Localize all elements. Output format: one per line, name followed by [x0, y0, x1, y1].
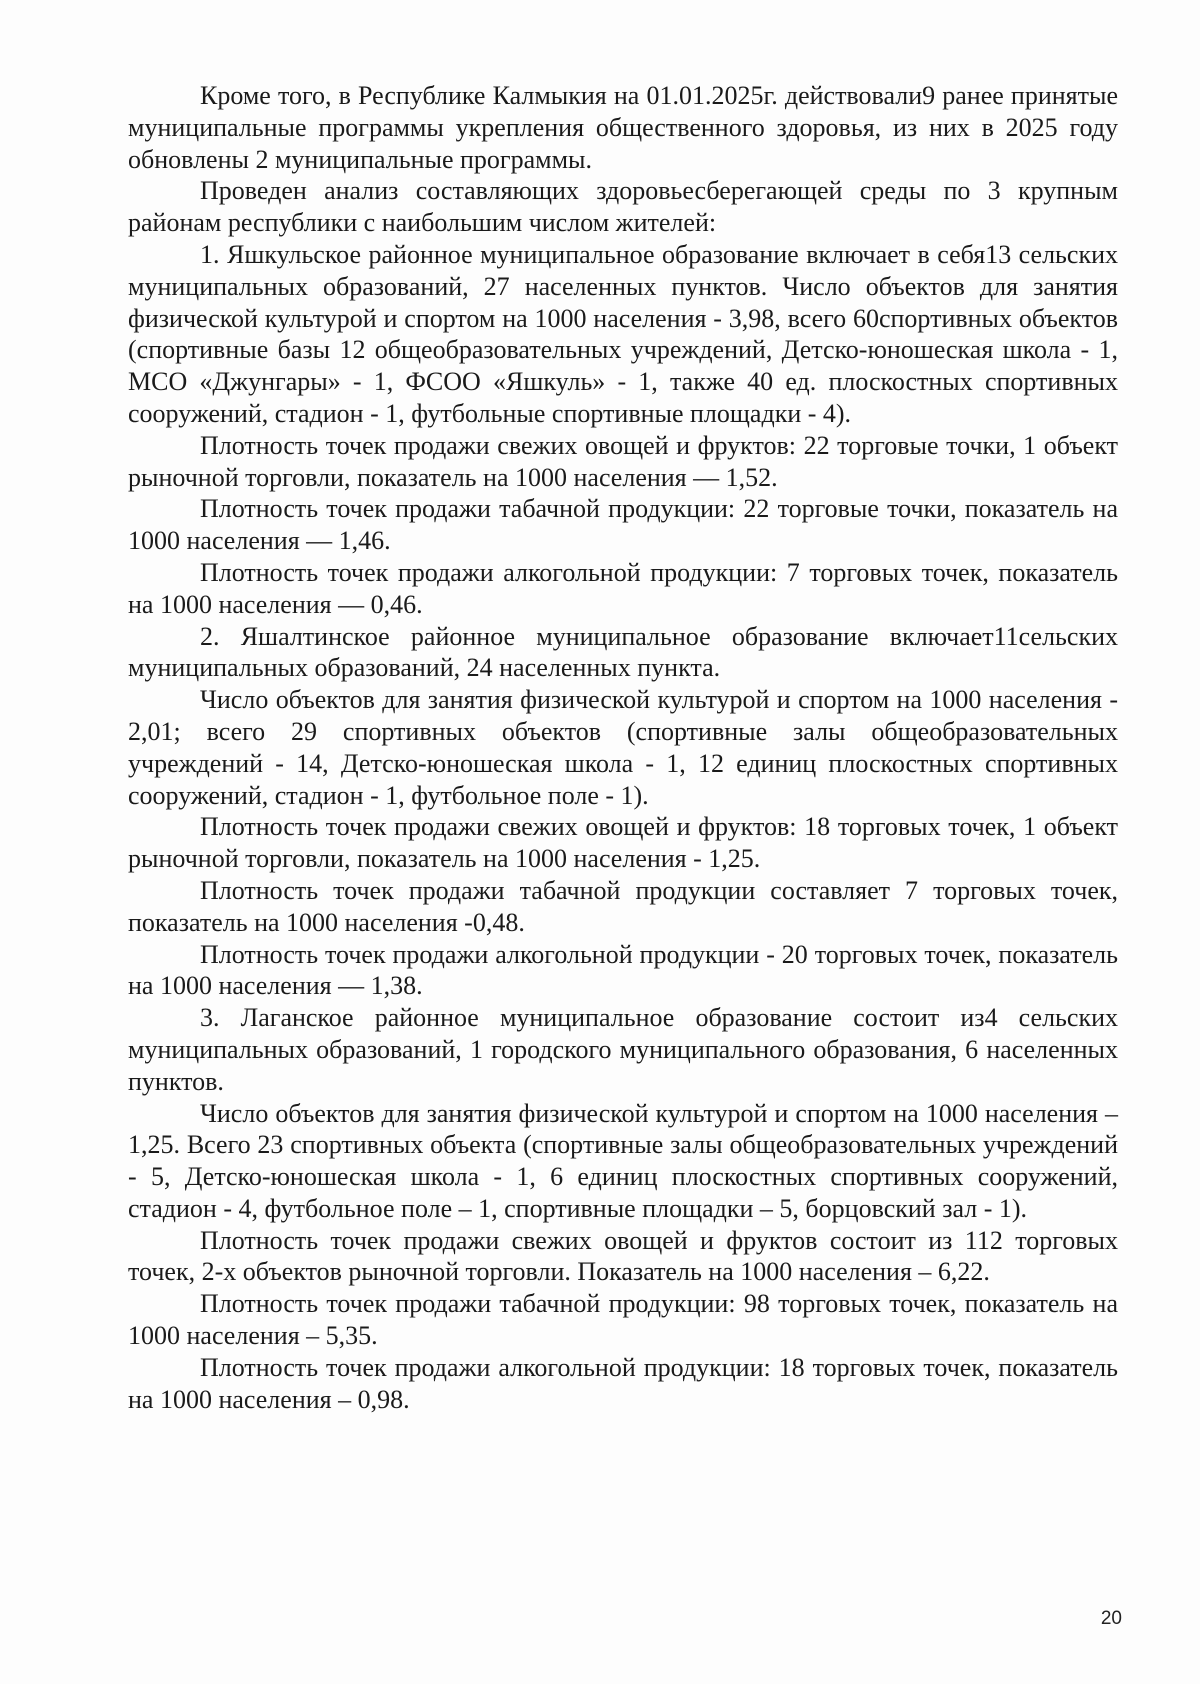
paragraph-yashkul-vegetables: Плотность точек продажи свежих овощей и фруктов: 22 торговые точки, 1 объект рыночной торговли, показатель на 1000 населения — 1,52. — [128, 430, 1118, 492]
paragraph-lagan-sports: Число объектов для занятия физической культурой и спортом на 1000 населения – 1,25. Всего 23 спортивных объекта (спортивные залы общеобразовательных учреждений - 5, Детско-юношеская школа - 1, 6 единиц плоскостных спортивных сооружений, стадион - 4, футбольное поле – 1, спортивные площадки – 5, борцовский зал - 1). — [128, 1098, 1118, 1223]
paragraph-lagan-district: 3. Лаганское районное муниципальное образование состоит из4 сельских муниципальных образований, 1 городского муниципального образования, 6 населенных пунктов. — [128, 1003, 1118, 1096]
paragraph-yashalta-tobacco: Плотность точек продажи табачной продукции составляет 7 торговых точек, показатель на 1000 населения -0,48. — [128, 875, 1118, 937]
paragraph-lagan-tobacco: Плотность точек продажи табачной продукции: 98 торговых точек, показатель на 1000 населения – 5,35. — [128, 1289, 1118, 1351]
paragraph-yashalta-sports: Число объектов для занятия физической культурой и спортом на 1000 населения - 2,01; всего 29 спортивных объектов (спортивные залы общеобразовательных учреждений - 14, Детско-юношеская школа - 1, 12 единиц плоскостных спортивных сооружений, стадион - 1, футбольное поле - 1). — [128, 685, 1118, 810]
paragraph-yashkul-alcohol: Плотность точек продажи алкогольной продукции: 7 торговых точек, показатель на 1000 населения — 0,46. — [128, 557, 1118, 619]
paragraph-lagan-alcohol: Плотность точек продажи алкогольной продукции: 18 торговых точек, показатель на 1000 населения – 0,98. — [128, 1352, 1118, 1414]
page-number: 20 — [1100, 1608, 1122, 1629]
paragraph-programs-intro: Кроме того, в Республике Калмыкия на 01.01.2025г. действовали9 ранее принятые муниципальные программы укрепления общественного здоровья, из них в 2025 году обновлены 2 муниципальные программы. — [128, 81, 1118, 174]
paragraph-lagan-vegetables: Плотность точек продажи свежих овощей и фруктов состоит из 112 торговых точек, 2-х объектов рыночной торговли. Показатель на 1000 населения – 6,22. — [128, 1225, 1118, 1287]
paragraph-yashalta-vegetables: Плотность точек продажи свежих овощей и фруктов: 18 торговых точек, 1 объект рыночной торговли, показатель на 1000 населения - 1,25. — [128, 812, 1118, 874]
paragraph-yashkul-district: 1. Яшкульское районное муниципальное образование включает в себя13 сельских муниципальных образований, 27 населенных пунктов. Число объектов для занятия физической культурой и спортом на 1000 населения - 3,98, всего 60спортивных объектов (спортивные базы 12 общеобразовательных учреждений, Детско-юношеская школа - 1, МСО «Джунгары» - 1, ФСОО «Яшкуль» - 1, также 40 ед. плоскостных спортивных сооружений, стадион - 1, футбольные спортивные площадки - 4). — [128, 239, 1118, 428]
body-text — [128, 80, 1118, 1415]
paragraph-analysis-intro: Проведен анализ составляющих здоровьесберегающей среды по 3 крупным районам республики с наибольшим числом жителей: — [128, 176, 1118, 238]
paragraph-yashkul-tobacco: Плотность точек продажи табачной продукции: 22 торговые точки, показатель на 1000 населения — 1,46. — [128, 494, 1118, 556]
paragraph-yashalta-alcohol: Плотность точек продажи алкогольной продукции - 20 торговых точек, показатель на 1000 населения — 1,38. — [128, 939, 1118, 1001]
paragraph-yashalta-district: 2. Яшалтинское районное муниципальное образование включает11сельских муниципальных образований, 24 населенных пункта. — [128, 621, 1118, 683]
